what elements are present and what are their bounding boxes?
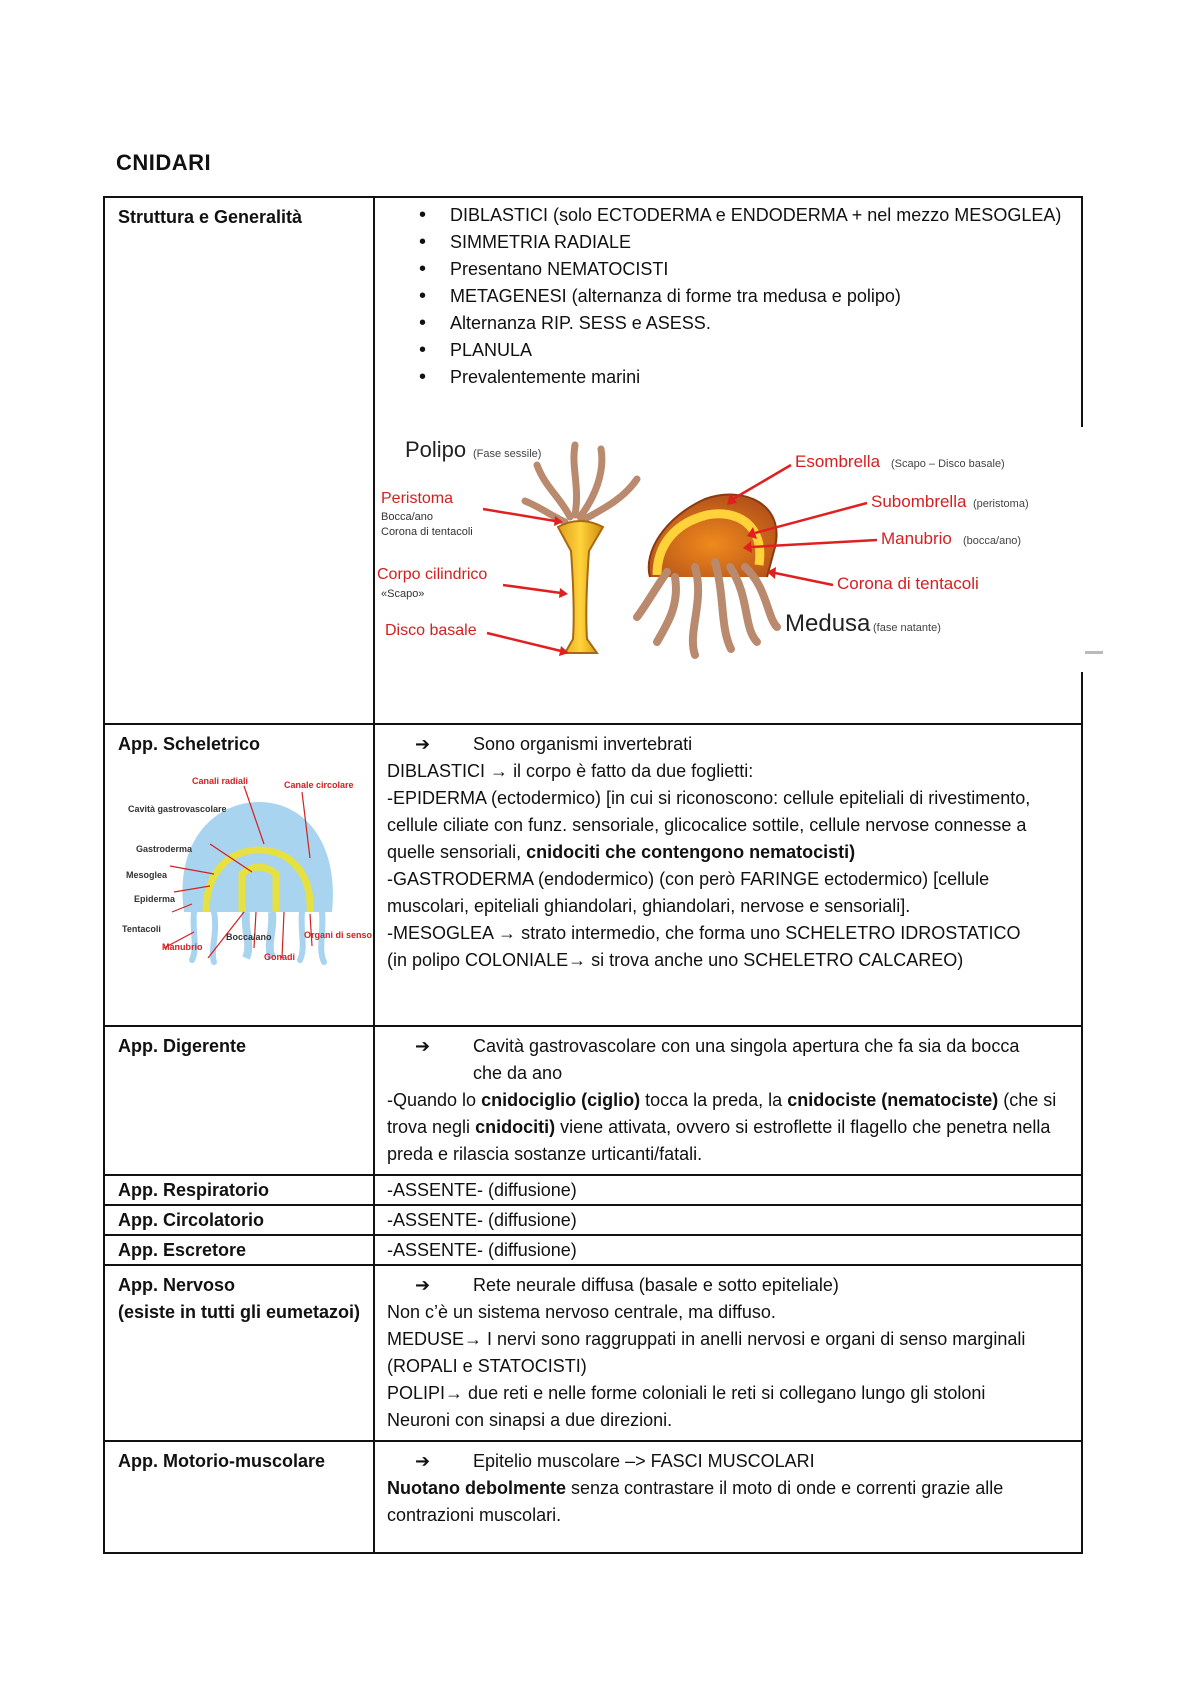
text-span: -EPIDERMA (ectodermico) [in cui si riconoscono: cellule epiteliali di rivestimento, cellule ciliate con funz. sensoriale, glicocalice sottile, cellule nervose connesse a quelle sensoriali,: [387, 788, 1031, 862]
label-tentacoli: Tentacoli: [122, 924, 161, 934]
label-bocca-ano: Bocca/ano: [381, 511, 433, 523]
label-corona-tentacoli: Corona di tentacoli: [381, 526, 473, 538]
label-canali-radiali: Canali radiali: [192, 776, 249, 786]
list-item: • Alternanza RIP. SESS e ASESS.: [375, 310, 1071, 337]
table-row: [104, 1205, 1082, 1235]
label-gastroderma: Gastroderma: [136, 844, 193, 854]
row-label-motorio: App. Motorio-muscolare: [104, 1441, 374, 1553]
medusa-subtitle: (fase natante): [873, 622, 941, 634]
text-span: MEDUSE: [387, 1329, 465, 1349]
arrow-icon: ➔: [415, 734, 431, 754]
row-label-struttura: Struttura e Generalità: [104, 197, 374, 724]
arrow-icon: →: [464, 1329, 483, 1349]
label-corona-medusa: Corona di tentacoli: [837, 574, 979, 593]
page-title: CNIDARI: [116, 150, 212, 175]
label-manubrio-sub: (bocca/ano): [963, 535, 1022, 547]
list-item: • Prevalentemente marini: [375, 364, 1071, 391]
text-span: POLIPI: [387, 1383, 446, 1403]
text-line: Sono organismi invertebrati: [473, 734, 693, 754]
list-item: • METAGENESI (alternanza di forme tra medusa e polipo): [375, 283, 1071, 310]
row-label-circolatorio: App. Circolatorio: [104, 1205, 374, 1235]
row-label-digerente: App. Digerente: [104, 1026, 374, 1175]
text-span: (in polipo COLONIALE: [387, 950, 569, 970]
label-esombrella-sub: (Scapo – Disco basale): [891, 458, 1005, 470]
label-peristoma: Peristoma: [381, 490, 454, 507]
polipo-medusa-diagram: [375, 427, 1103, 672]
bold-text: cnidociste (nematociste): [787, 1090, 999, 1110]
row-label-escretore: App. Escretore: [104, 1235, 374, 1265]
table-row: [104, 197, 1082, 724]
text-line: che da ano: [473, 1063, 563, 1083]
bold-text: cnidociti che contengono nematocisti): [526, 842, 856, 862]
bold-text: cnidociglio (ciglio): [481, 1090, 641, 1110]
label-mesoglea: Mesoglea: [126, 870, 168, 880]
table-row: [104, 1235, 1082, 1265]
label-organi-senso: Organi di senso: [304, 930, 373, 940]
text-span: Epitelio muscolare –> FASCI MUSCOLARI: [473, 1451, 815, 1471]
row-label-respiratorio: App. Respiratorio: [104, 1175, 374, 1205]
arrow-icon: →: [498, 923, 517, 943]
medusa-section-diagram: [114, 762, 373, 972]
text-line: Neuroni con sinapsi a due direzioni.: [387, 1410, 673, 1430]
table-row: [104, 724, 1082, 1026]
cell-circolatorio: -ASSENTE- (diffusione): [374, 1205, 1082, 1235]
text-span: DIBLASTICI: [387, 761, 486, 781]
text-span: -Quando lo: [387, 1090, 477, 1110]
arrow-icon: ➔: [415, 1451, 431, 1471]
list-item: • SIMMETRIA RADIALE: [375, 229, 1071, 256]
text-span: strato intermedio, che forma uno SCHELETRO IDROSTATICO: [521, 923, 1021, 943]
table-row: [104, 1175, 1082, 1205]
label-corpo-cilindrico: Corpo cilindrico: [377, 566, 488, 583]
text-span: Rete neurale diffusa (basale e sotto epiteliale): [473, 1275, 839, 1295]
label-subombrella: Subombrella: [871, 492, 967, 511]
label-canale-circolare: Canale circolare: [284, 780, 354, 790]
medusa-title: Medusa: [785, 610, 871, 637]
cnidari-table: [103, 196, 1083, 1554]
row-label-scheletrico: App. Scheletrico: [118, 734, 261, 754]
table-row: [104, 1265, 1082, 1441]
list-item: • PLANULA: [375, 337, 1071, 364]
text-line: -GASTRODERMA (endodermico) (con però FARINGE ectodermico) [cellule muscolari, epiteliali ghiandolari, ghiandolari, nervose e sensoriali].: [387, 869, 990, 916]
bold-text: Nuotano debolmente: [387, 1478, 566, 1498]
label-manubrio: Manubrio: [881, 529, 952, 548]
row-sublabel-nervoso: (esiste in tutti gli eumetazoi): [118, 1302, 361, 1322]
text-span: senza contrastare il moto di onde e correnti grazie alle contrazioni muscolari.: [387, 1478, 1004, 1525]
label-manubrio-sec: Manubrio: [162, 942, 203, 952]
row-label-nervoso: App. Nervoso: [118, 1275, 236, 1295]
text-span: due reti e nelle forme coloniali le reti si collegano lungo gli stoloni: [468, 1383, 986, 1403]
label-disco-basale: Disco basale: [385, 622, 477, 639]
text-span: viene attivata, ovvero si estroflette il flagello che penetra nella preda e rilascia sostanze urticanti/fatali.: [387, 1117, 1051, 1164]
arrow-icon: →: [445, 1383, 464, 1403]
table-row: [104, 1026, 1082, 1175]
list-item: • Presentano NEMATOCISTI: [375, 256, 1071, 283]
label-scapo: «Scapo»: [381, 588, 425, 600]
arrow-icon: ➔: [415, 1275, 431, 1295]
bold-text: cnidociti): [475, 1117, 556, 1137]
list-item: • DIBLASTICI (solo ECTODERMA e ENDODERMA + nel mezzo MESOGLEA): [375, 202, 1071, 229]
text-span: Cavità gastrovascolare con una singola apertura che fa sia da bocca: [473, 1036, 1020, 1056]
text-span: I nervi sono raggruppati in anelli nervosi e organi di senso marginali (ROPALI e STATOCISTI): [387, 1329, 1026, 1376]
text-line: Non c’è un sistema nervoso centrale, ma diffuso.: [387, 1302, 776, 1322]
table-row: [104, 1441, 1082, 1553]
polipo-title: Polipo: [405, 437, 467, 462]
arrow-icon: ➔: [415, 1036, 431, 1056]
label-gonadi: Gonadi: [264, 952, 295, 962]
struttura-bullets: [375, 202, 1081, 391]
text-span: (che si trova negli: [387, 1090, 1057, 1137]
label-esombrella: Esombrella: [795, 452, 881, 471]
polipo-subtitle: (Fase sessile): [473, 448, 542, 460]
text-span: si trova anche uno SCHELETRO CALCAREO): [591, 950, 964, 970]
label-epiderma: Epiderma: [134, 894, 176, 904]
label-subombrella-sub: (peristoma): [973, 498, 1029, 510]
text-span: il corpo è fatto da due foglietti:: [513, 761, 754, 781]
arrow-icon: →: [568, 950, 587, 970]
cell-respiratorio: -ASSENTE- (diffusione): [374, 1175, 1082, 1205]
arrow-icon: →: [490, 761, 509, 781]
text-span: tocca la preda, la: [645, 1090, 783, 1110]
label-bocca-sec: Bocca/ano: [226, 932, 272, 942]
text-span: -MESOGLEA: [387, 923, 494, 943]
label-cavita: Cavità gastrovascolare: [128, 804, 227, 814]
cell-escretore: -ASSENTE- (diffusione): [374, 1235, 1082, 1265]
